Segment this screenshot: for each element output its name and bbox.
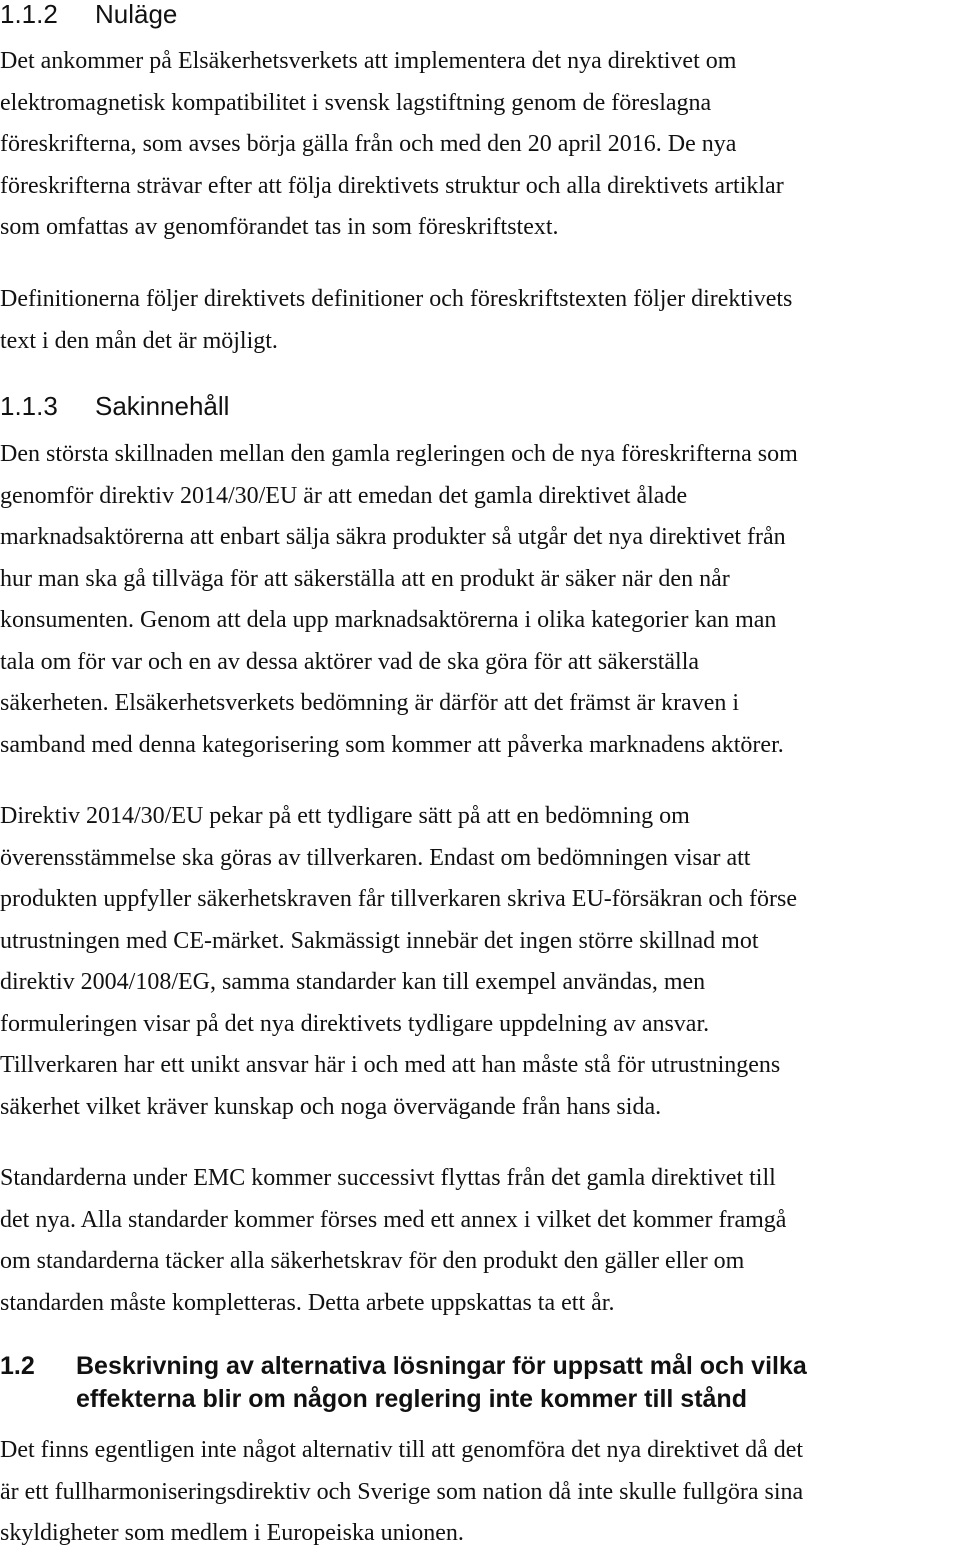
text-line: konsumenten. Genom att dela upp marknadsaktörerna i olika kategorier kan man <box>0 607 777 633</box>
text-line: Definitionerna följer direktivets definitioner och föreskriftstexten följer direktivets <box>0 286 793 312</box>
heading-number: 1.2 <box>0 1352 35 1380</box>
paragraph-sakinnehall-1 <box>0 434 960 766</box>
text-line: det nya. Alla standarder kommer förses med ett annex i vilket det kommer framgå <box>0 1206 787 1233</box>
paragraph-alternativ <box>0 1430 960 1555</box>
text-line: utrustningen med CE-märket. Sakmässigt innebär det ingen större skillnad mot <box>0 927 759 954</box>
heading-number: 1.1.2 <box>0 0 58 29</box>
text-line: som omfattas av genomförandet tas in som föreskriftstext. <box>0 214 559 240</box>
text-line: överensstämmelse ska göras av tillverkaren. Endast om bedömningen visar att <box>0 844 751 871</box>
heading-1-2 <box>0 1350 807 1416</box>
text-line: är ett fullharmoniseringsdirektiv och Sverige som nation då inte skulle fullgöra sina <box>0 1478 804 1505</box>
text-line: tala om för var och en av dessa aktörer vad de ska göra för att säkerställa <box>0 648 700 675</box>
text-line: standarden måste kompletteras. Detta arbete uppskattas ta ett år. <box>0 1289 615 1316</box>
text-line: genomför direktiv 2014/30/EU är att emedan det gamla direktivet ålade <box>0 482 688 509</box>
text-line: formuleringen visar på det nya direktivets tydligare uppdelning av ansvar. <box>0 1010 710 1037</box>
text-line: säkerheten. Elsäkerhetsverkets bedömning är därför att det främst är kraven i <box>0 690 740 716</box>
heading-number: 1.1.3 <box>0 391 58 421</box>
heading-title: Sakinnehåll <box>95 391 230 421</box>
text-line: Det finns egentligen inte något alternativ till att genomföra det nya direktivet då det <box>0 1437 804 1463</box>
heading-title-line: Beskrivning av alternativa lösningar för uppsatt mål och vilka <box>76 1352 807 1380</box>
heading-1-1-2 <box>0 0 177 28</box>
heading-title-line: effekterna blir om någon reglering inte kommer till stånd <box>76 1385 747 1413</box>
text-line: Standarderna under EMC kommer successivt flyttas från det gamla direktivet till <box>0 1165 776 1191</box>
text-line: text i den mån det är möjligt. <box>0 327 278 354</box>
text-line: elektromagnetisk kompatibilitet i svensk lagstiftning genom de föreslagna <box>0 89 712 116</box>
paragraph-nulage-2 <box>0 279 960 362</box>
text-line: Tillverkaren har ett unikt ansvar här i och med att han måste stå för utrustningens <box>0 1052 781 1078</box>
heading-1-1-3 <box>0 392 229 420</box>
paragraph-sakinnehall-2 <box>0 796 960 1128</box>
text-line: direktiv 2004/108/EG, samma standarder kan till exempel användas, men <box>0 969 706 995</box>
heading-title: Nuläge <box>95 0 178 29</box>
text-line: hur man ska gå tillväga för att säkerställa att en produkt är säker när den når <box>0 565 730 592</box>
text-line: föreskrifterna, som avses börja gälla från och med den 20 april 2016. De nya <box>0 131 737 157</box>
paragraph-sakinnehall-3 <box>0 1158 960 1324</box>
text-line: samband med denna kategorisering som kommer att påverka marknadens aktörer. <box>0 731 784 758</box>
text-line: Direktiv 2014/30/EU pekar på ett tydligare sätt på att en bedömning om <box>0 803 690 829</box>
text-line: produkten uppfyller säkerhetskraven får tillverkaren skriva EU-försäkran och förse <box>0 886 798 912</box>
text-line: om standarderna täcker alla säkerhetskrav för den produkt den gäller eller om <box>0 1248 745 1274</box>
text-line: föreskrifterna strävar efter att följa direktivets struktur och alla direktivets artiklar <box>0 172 784 199</box>
text-line: marknadsaktörerna att enbart sälja säkra produkter så utgår det nya direktivet från <box>0 524 786 550</box>
text-line: Det ankommer på Elsäkerhetsverkets att implementera det nya direktivet om <box>0 48 737 74</box>
text-line: säkerhet vilket kräver kunskap och noga övervägande från hans sida. <box>0 1093 662 1120</box>
text-line: Den största skillnaden mellan den gamla regleringen och de nya föreskrifterna som <box>0 441 798 467</box>
paragraph-nulage-1 <box>0 41 960 249</box>
text-line: skyldigheter som medlem i Europeiska unionen. <box>0 1520 464 1546</box>
